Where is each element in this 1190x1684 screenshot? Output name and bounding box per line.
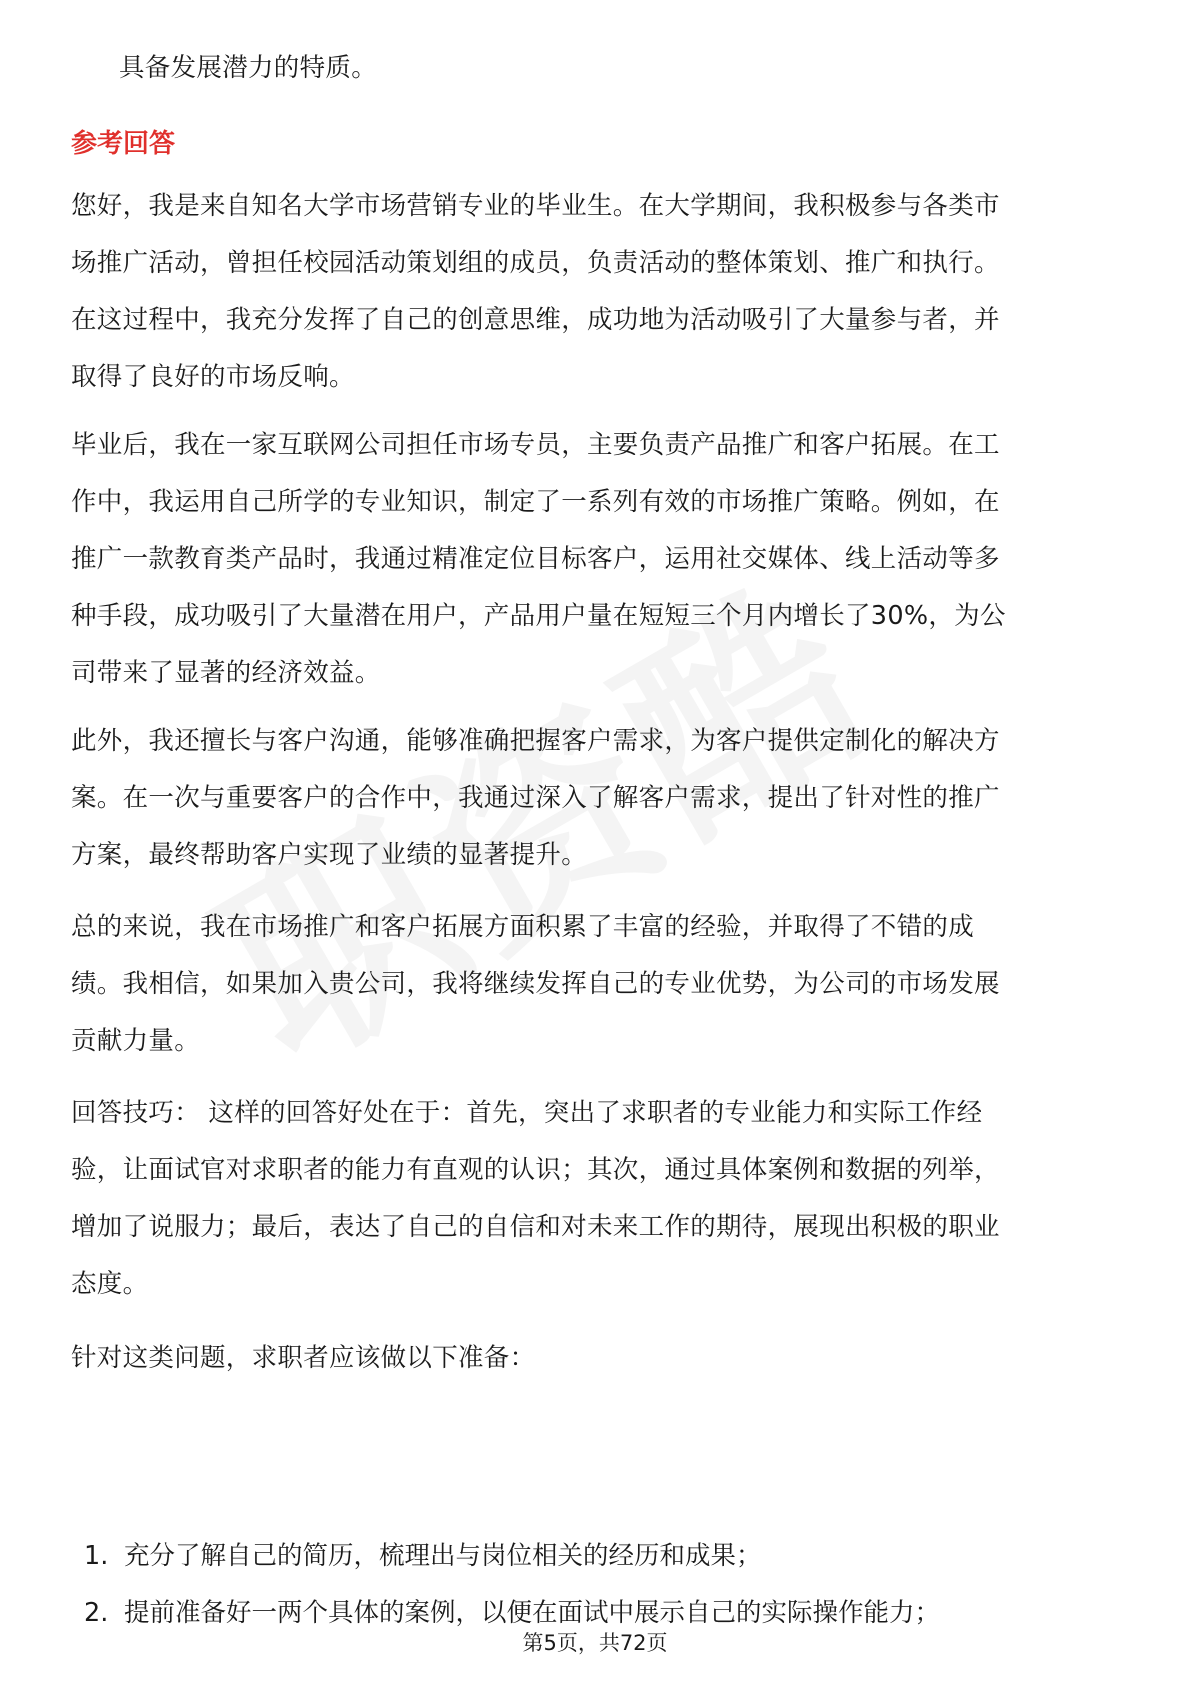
list-number: 1. — [84, 1541, 109, 1571]
text-line: 总的来说，我在市场推广和客户拓展方面积累了丰富的经验，并取得了不错的成 — [71, 912, 975, 942]
text-line: 毕业后，我在一家互联网公司担任市场专员，主要负责产品推广和客户拓展。在工 — [71, 430, 1000, 460]
text-line: 取得了良好的市场反响。 — [71, 362, 355, 392]
text-line: 种手段，成功吸引了大量潜在用户，产品用户量在短短三个月内增长了30%，为公 — [71, 601, 1006, 631]
list-item — [84, 1528, 940, 1585]
text-line: 态度。 — [71, 1269, 149, 1299]
intro-tail — [119, 40, 1169, 97]
text-line: 贡献力量。 — [71, 1026, 201, 1056]
preparation-intro — [71, 1330, 1121, 1387]
paragraph-3 — [71, 713, 1121, 884]
text-line: 场推广活动，曾担任校园活动策划组的成员，负责活动的整体策划、推广和执行。 — [71, 248, 1000, 278]
text-line: 回答技巧： 这样的回答好处在于：首先，突出了求职者的专业能力和实际工作经 — [71, 1098, 983, 1128]
text-line: 案。在一次与重要客户的合作中，我通过深入了解客户需求，提出了针对性的推广 — [71, 783, 1000, 813]
text-line: 绩。我相信，如果加入贵公司，我将继续发挥自己的专业优势，为公司的市场发展 — [71, 969, 1000, 999]
list-item-text: 充分了解自己的简历，梳理出与岗位相关的经历和成果； — [124, 1541, 762, 1571]
answer-tips-paragraph — [71, 1085, 1121, 1313]
list-item-text: 提前准备好一两个具体的案例，以便在面试中展示自己的实际操作能力； — [124, 1598, 941, 1628]
section-heading: 参考回答 — [71, 129, 176, 159]
text-line: 推广一款教育类产品时，我通过精准定位目标客户，运用社交媒体、线上活动等多 — [71, 544, 1000, 574]
text-line: 增加了说服力；最后，表达了自己的自信和对未来工作的期待，展现出积极的职业 — [71, 1212, 1000, 1242]
list-number: 2. — [84, 1598, 109, 1628]
text-line: 司带来了显著的经济效益。 — [71, 658, 381, 688]
page-number-footer: 第5页，共72页 — [522, 1631, 668, 1655]
paragraph-4 — [71, 899, 1121, 1070]
text-line: 作中，我运用自己所学的专业知识，制定了一系列有效的市场推广策略。例如，在 — [71, 487, 1000, 517]
text-line: 具备发展潜力的特质。 — [119, 53, 378, 83]
text-line: 方案，最终帮助客户实现了业绩的显著提升。 — [71, 840, 588, 870]
preparation-list — [84, 1528, 940, 1642]
paragraph-2 — [71, 417, 1121, 702]
text-line: 您好，我是来自知名大学市场营销专业的毕业生。在大学期间，我积极参与各类市 — [71, 191, 1000, 221]
text-line: 此外，我还擅长与客户沟通，能够准确把握客户需求，为客户提供定制化的解决方 — [71, 726, 1000, 756]
paragraph-1 — [71, 178, 1121, 406]
text-line: 验，让面试官对求职者的能力有直观的认识；其次，通过具体案例和数据的列举， — [71, 1155, 1000, 1185]
text-line: 在这过程中，我充分发挥了自己的创意思维，成功地为活动吸引了大量参与者，并 — [71, 305, 1000, 335]
text-line: 针对这类问题，求职者应该做以下准备： — [71, 1343, 536, 1373]
